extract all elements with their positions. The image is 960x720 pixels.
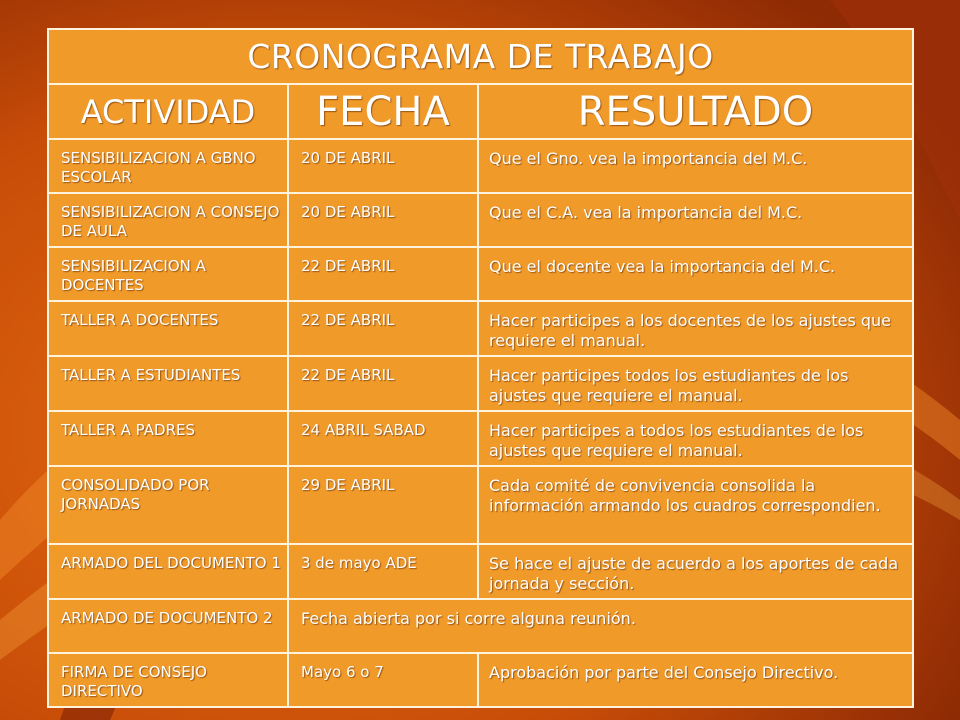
table-row	[48, 466, 913, 544]
table-row	[48, 356, 913, 411]
table-row	[48, 247, 913, 301]
title-row	[48, 29, 913, 84]
date-cell: 29 DE ABRIL	[288, 466, 478, 544]
date-cell: 22 DE ABRIL	[288, 301, 478, 356]
table-row	[48, 544, 913, 599]
date-cell: 3 de mayo ADE	[288, 544, 478, 599]
result-cell: Hacer participes a todos los estudiantes de los ajustes que requiere el manual.	[478, 411, 913, 466]
result-cell: Se hace el ajuste de acuerdo a los aportes de cada jornada y sección.	[478, 544, 913, 599]
date-cell: Mayo 6 o 7	[288, 653, 478, 707]
table-title: CRONOGRAMA DE TRABAJO	[48, 29, 913, 84]
activity-cell: TALLER A DOCENTES	[48, 301, 288, 356]
header-activity: ACTIVIDAD	[48, 84, 288, 139]
activity-cell: ARMADO DEL DOCUMENTO 1	[48, 544, 288, 599]
result-cell: Hacer participes a los docentes de los ajustes que requiere el manual.	[478, 301, 913, 356]
merged-date-result-cell: Fecha abierta por si corre alguna reunión.	[288, 599, 913, 653]
date-cell: 22 DE ABRIL	[288, 247, 478, 301]
table-row	[48, 301, 913, 356]
result-cell: Que el docente vea la importancia del M.C.	[478, 247, 913, 301]
date-cell: 20 DE ABRIL	[288, 139, 478, 193]
activity-cell: TALLER A PADRES	[48, 411, 288, 466]
result-cell: Que el Gno. vea la importancia del M.C.	[478, 139, 913, 193]
activity-cell: TALLER A ESTUDIANTES	[48, 356, 288, 411]
table-row	[48, 653, 913, 707]
activity-cell: SENSIBILIZACION A CONSEJO DE AULA	[48, 193, 288, 247]
activity-cell: SENSIBILIZACION A DOCENTES	[48, 247, 288, 301]
result-cell: Cada comité de convivencia consolida la información armando los cuadros correspondien.	[478, 466, 913, 544]
schedule-table-container	[47, 28, 912, 714]
table-row	[48, 139, 913, 193]
result-cell: Que el C.A. vea la importancia del M.C.	[478, 193, 913, 247]
result-cell: Hacer participes todos los estudiantes de los ajustes que requiere el manual.	[478, 356, 913, 411]
activity-cell: CONSOLIDADO POR JORNADAS	[48, 466, 288, 544]
activity-cell: SENSIBILIZACION A GBNO ESCOLAR	[48, 139, 288, 193]
activity-cell: ARMADO DE DOCUMENTO 2	[48, 599, 288, 653]
table-row	[48, 193, 913, 247]
header-result: RESULTADO	[478, 84, 913, 139]
header-row	[48, 84, 913, 139]
activity-cell: FIRMA DE CONSEJO DIRECTIVO	[48, 653, 288, 707]
date-cell: 24 ABRIL SABAD	[288, 411, 478, 466]
schedule-table	[47, 28, 914, 708]
header-date: FECHA	[288, 84, 478, 139]
table-row	[48, 411, 913, 466]
result-cell: Aprobación por parte del Consejo Directivo.	[478, 653, 913, 707]
date-cell: 22 DE ABRIL	[288, 356, 478, 411]
date-cell: 20 DE ABRIL	[288, 193, 478, 247]
table-row	[48, 599, 913, 653]
